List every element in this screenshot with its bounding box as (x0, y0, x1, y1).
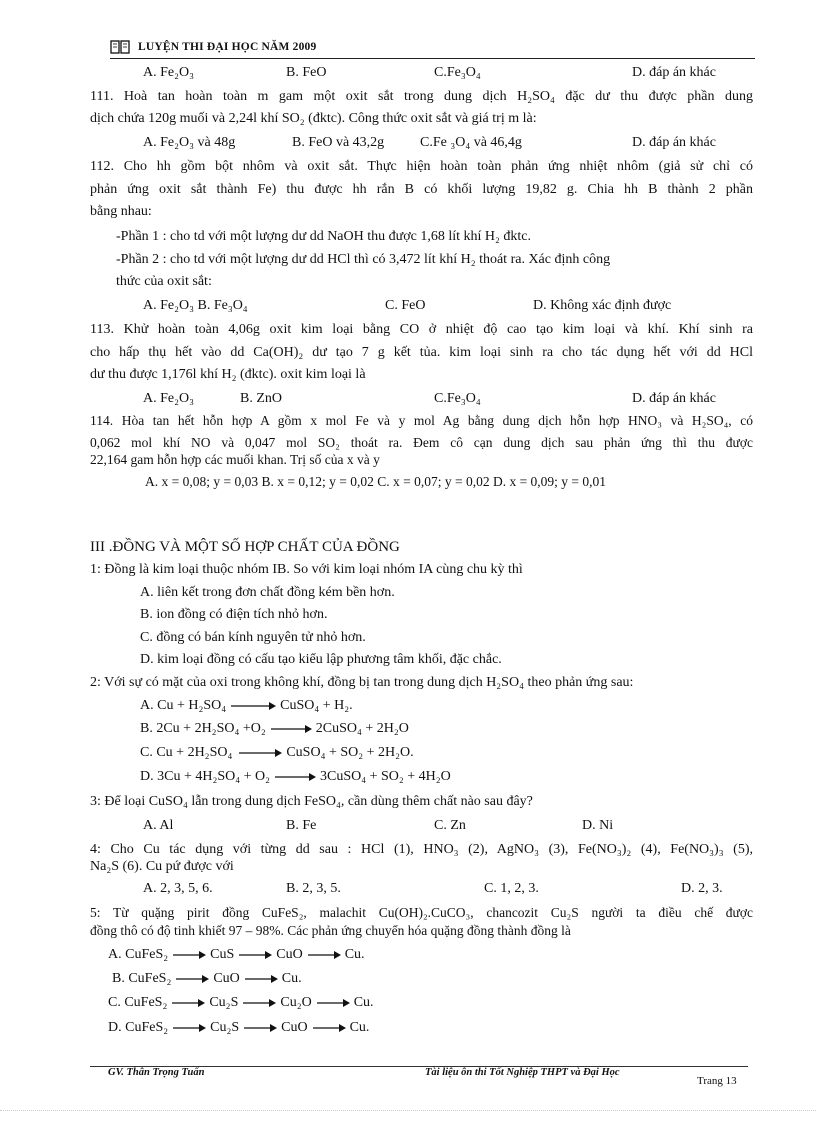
c1-option-c: C. đồng có bán kính nguyên tử nhỏ hơn. (140, 630, 366, 645)
c5-a-step1: CuS (210, 947, 235, 962)
c3-option-c: C. Zn (434, 818, 466, 833)
c5-d-step1: Cu₂S (210, 1020, 240, 1035)
header-title: LUYỆN THI ĐẠI HỌC NĂM 2009 (138, 41, 317, 53)
arrow-icon (170, 998, 206, 1008)
q112-option-ab: A. Fe₂O₃ B. Fe₃O₄ (143, 298, 248, 313)
c2-option-d (140, 768, 451, 786)
c5-option-c (108, 994, 374, 1012)
c4-option-c: C. 1, 2, 3. (484, 881, 539, 896)
arrow-icon (229, 701, 277, 711)
c5-d-step3: Cu. (349, 1020, 370, 1035)
c2-a-products: CuSO₄ + H₂. (280, 698, 353, 713)
arrow-icon (171, 950, 207, 960)
q112-part2: -Phần 2 : cho td với một lượng dư dd HCl thì có 3,472 lít khí H₂ thoát ra. Xác định công (116, 252, 611, 267)
c5-b-step2: Cu. (281, 971, 302, 986)
q114-options: A. x = 0,08; y = 0,03 B. x = 0,12; y = 0,02 C. x = 0,07; y = 0,02 D. x = 0,09; y = 0,01 (145, 474, 607, 489)
q112-part1: -Phần 1 : cho td với một lượng dư dd NaOH thu được 1,68 lít khí H₂ đktc. (116, 229, 531, 244)
q111-option-d: D. đáp án khác (632, 135, 716, 150)
c1-question: 1: Đồng là kim loại thuộc nhóm IB. So với kim loại nhóm IA cùng chu kỳ thì (90, 562, 523, 577)
arrow-icon (306, 950, 342, 960)
arrow-icon (237, 950, 273, 960)
arrow-icon (174, 974, 210, 984)
arrow-icon (241, 998, 277, 1008)
q111-option-a: A. Fe₂O₃ và 48g (143, 135, 236, 150)
c5-c-step1: Cu₂S (209, 995, 239, 1010)
q113-option-c: C.Fe₃O₄ (434, 391, 481, 406)
q114-text-line2: 0,062 mol khí NO và 0,047 mol SO₂ thoát ra. Đem cô cạn dung dịch sau phản ứng thì thu được (90, 435, 753, 450)
arrow-icon (171, 1023, 207, 1033)
q113-text-line2: cho hấp thụ hết vào dd Ca(OH)₂ dư tạo 7 g kết tủa. kim loại sinh ra cho tác dụng hết với dd HCl (90, 345, 753, 360)
c5-a-step3: Cu. (344, 947, 365, 962)
c1-option-d: D. kim loại đồng có cấu tạo kiểu lập phương tâm khối, đặc chắc. (140, 652, 502, 667)
q114-text-line3: 22,164 gam hỗn hợp các muối khan. Trị số của x và y (90, 452, 380, 467)
c5-d-step2: CuO (281, 1020, 308, 1035)
c1-option-a: A. liên kết trong đơn chất đồng kém bền hơn. (140, 585, 395, 600)
q112-part3: thức của oxit sắt: (116, 274, 212, 289)
c3-question: 3: Để loại CuSO₄ lẫn trong dung dịch FeSO₄, cần dùng thêm chất nào sau đây? (90, 794, 533, 809)
c2-c-products: CuSO₄ + SO₂ + 2H₂O. (286, 745, 414, 760)
c5-option-b (112, 970, 302, 988)
c3-option-a: A. Al (143, 818, 174, 833)
q113-option-b: B. ZnO (240, 391, 282, 406)
c3-option-b: B. Fe (286, 818, 317, 833)
q111-text-line2: dịch chứa 120g muối và 2,24l khí SO₂ (đktc). Công thức oxit sắt và giá trị m là: (90, 111, 537, 126)
section-title: III .ĐỒNG VÀ MỘT SỐ HỢP CHẤT CỦA ĐỒNG (90, 539, 400, 555)
q111-text-line1: 111. Hoà tan hoàn toàn m gam một oxit sắt trong dung dịch H₂SO₄ đặc dư thu được phần dung (90, 89, 753, 104)
arrow-icon (269, 724, 313, 734)
q110-option-d: D. đáp án khác (632, 65, 716, 80)
c2-d-products: 3CuSO₄ + SO₂ + 4H₂O (320, 769, 451, 784)
c5-c-step3: Cu. (353, 995, 374, 1010)
c5-option-a (108, 946, 365, 964)
c5-text-line1: 5: Từ quặng pirit đồng CuFeS₂, malachit Cu(OH)₂.CuCO₃, chancozit Cu₂S người ta điều chế được (90, 905, 753, 920)
q112-option-d: D. Không xác định được (533, 298, 672, 313)
q113-option-d: D. đáp án khác (632, 391, 716, 406)
c5-b-step1: CuO (213, 971, 240, 986)
arrow-icon (273, 772, 317, 782)
c2-a-reactants: A. Cu + H₂SO₄ (140, 698, 227, 713)
c5-option-d (108, 1019, 369, 1037)
c5-a-step2: CuO (276, 947, 303, 962)
c2-c-reactants: C. Cu + 2H₂SO₄ (140, 745, 233, 760)
footer-description: Tài liệu ôn thi Tốt Nghiệp THPT và Đại Học (425, 1067, 620, 1078)
q111-option-b: B. FeO và 43,2g (292, 135, 385, 150)
c2-b-reactants: B. 2Cu + 2H₂SO₄ +O₂ (140, 721, 266, 736)
arrow-icon (311, 1023, 347, 1033)
c4-text-line2: Na₂S (6). Cu pứ được với (90, 859, 234, 874)
q112-text-line2: phản ứng oxit sắt thành Fe) thu được hh rắn B có khối lượng 19,82 g. Chia hh B thành 2 phần (90, 182, 753, 197)
q113-text-line1: 113. Khử hoàn toàn 4,06g oxit kim loại bằng CO ở nhiệt độ cao tạo kim loại và khí. Khí sinh ra (90, 322, 753, 337)
c5-c-step2: Cu₂O (280, 995, 312, 1010)
c2-option-a (140, 697, 353, 715)
book-icon (110, 40, 130, 54)
arrow-icon (243, 974, 279, 984)
c4-option-b: B. 2, 3, 5. (286, 881, 341, 896)
c3-option-d: D. Ni (582, 818, 614, 833)
c5-text-line2: đồng thô có độ tinh khiết 97 – 98%. Các phản ứng chuyển hóa quặng đồng thành đồng là (90, 923, 571, 938)
c4-option-d: D. 2, 3. (681, 881, 723, 896)
page-header (110, 40, 755, 59)
arrow-icon (242, 1023, 278, 1033)
arrow-icon (235, 748, 283, 758)
c2-b-products: 2CuSO₄ + 2H₂O (315, 721, 409, 736)
c5-b-step0: B. CuFeS₂ (112, 971, 172, 986)
arrow-icon (315, 998, 351, 1008)
page-number: Trang 13 (697, 1075, 737, 1087)
q111-option-c: C.Fe ₃O₄ và 46,4g (420, 135, 522, 150)
q110-option-b: B. FeO (286, 65, 327, 80)
c5-a-step0: A. CuFeS₂ (108, 947, 169, 962)
c5-c-step0: C. CuFeS₂ (108, 995, 168, 1010)
c4-text-line1: 4: Cho Cu tác dụng với từng dd sau : HCl (1), HNO₃ (2), AgNO₃ (3), Fe(NO₃)₂ (4), Fe(NO₃)₃ (5), (90, 842, 753, 857)
c2-option-c (140, 744, 414, 762)
q112-text-line3: bằng nhau: (90, 204, 152, 219)
c4-option-a: A. 2, 3, 5, 6. (143, 881, 213, 896)
c2-question: 2: Với sự có mặt của oxi trong không khí, đồng bị tan trong dung dịch H₂SO₄ theo phản ứng sau: (90, 675, 634, 690)
q114-text-line1: 114. Hòa tan hết hỗn hợp A gồm x mol Fe và y mol Ag bằng dung dịch hỗn hợp HNO₃ và H₂SO₄, có (90, 413, 753, 428)
c1-option-b: B. ion đồng có điện tích nhỏ hơn. (140, 607, 328, 622)
c5-d-step0: D. CuFeS₂ (108, 1020, 169, 1035)
c2-option-b (140, 720, 409, 738)
q113-text-line3: dư thu được 1,176l khí H₂ (đktc). oxit kim loại là (90, 367, 366, 382)
q110-option-c: C.Fe₃O₄ (434, 65, 481, 80)
footer-author: GV. Thân Trọng Tuấn (108, 1067, 205, 1078)
q112-option-c: C. FeO (385, 298, 426, 313)
q113-option-a: A. Fe₂O₃ (143, 391, 194, 406)
q110-option-a: A. Fe₂O₃ (143, 65, 194, 80)
q112-text-line1: 112. Cho hh gồm bột nhôm và oxit sắt. Thực hiện hoàn toàn phản ứng nhiệt nhôm (giả sử chỉ có (90, 159, 753, 174)
page-edge (0, 1110, 816, 1111)
c2-d-reactants: D. 3Cu + 4H₂SO₄ + O₂ (140, 769, 270, 784)
